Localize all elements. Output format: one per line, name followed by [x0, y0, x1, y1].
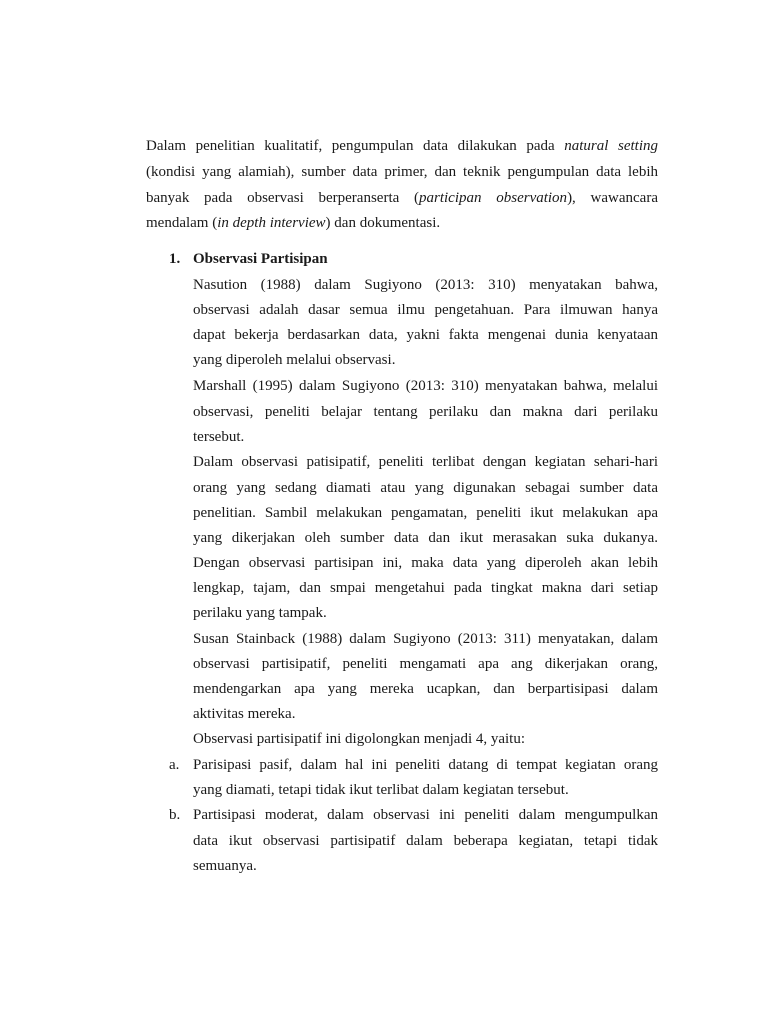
intro-line-1	[146, 137, 658, 155]
list-item-line: yang diamati, tetapi tidak ikut terlibat dalam kegiatan tersebut.	[193, 782, 569, 798]
intro-line-3	[146, 189, 658, 207]
list-item-line: data ikut observasi partisipatif dalam beberapa kegiatan, tetapi tidak	[193, 833, 658, 849]
list-marker: a.	[169, 757, 180, 773]
list-item-line: Parisipasi pasif, dalam hal ini peneliti datang di tempat kegiatan orang	[193, 757, 658, 773]
paragraph-line: perilaku yang tampak.	[193, 605, 327, 621]
paragraph-line: mendengarkan apa yang mereka ucapkan, dan berpartisipasi dalam	[193, 681, 658, 697]
paragraph-line: observasi partisipatif, peneliti mengamati apa ang dikerjakan orang,	[193, 656, 658, 672]
intro-line-2: (kondisi yang alamiah), sumber data primer, dan teknik pengumpulan data lebih	[146, 164, 658, 180]
list-item-line: semuanya.	[193, 858, 257, 874]
paragraph-line: yang diperoleh melalui observasi.	[193, 352, 396, 368]
intro-text: banyak pada observasi berperanserta (	[146, 190, 419, 206]
intro-line-4	[146, 214, 658, 232]
list-item-line: Partisipasi moderat, dalam observasi ini peneliti dalam mengumpulkan	[193, 807, 658, 823]
paragraph-line: Marshall (1995) dalam Sugiyono (2013: 310) menyatakan bahwa, melalui	[193, 378, 658, 394]
paragraph-line: observasi, peneliti belajar tentang perilaku dan makna dari perilaku	[193, 404, 658, 420]
section-number: 1.	[169, 251, 181, 267]
intro-text: mendalam (	[146, 215, 218, 231]
paragraph-line: lengkap, tajam, dan smpai mengetahui pada tingkat makna dari setiap	[193, 580, 658, 596]
intro-text: ) dan dokumentasi.	[325, 215, 441, 231]
paragraph-line: Dalam observasi patisipatif, peneliti terlibat dengan kegiatan sehari-hari	[193, 454, 658, 470]
intro-italic-term: natural setting	[564, 138, 659, 154]
intro-italic-term: in depth interview	[217, 215, 326, 231]
section-title: Observasi Partisipan	[193, 251, 328, 267]
paragraph-line: tersebut.	[193, 429, 245, 445]
paragraph-line: observasi adalah dasar semua ilmu pengetahuan. Para ilmuwan hanya	[193, 302, 658, 318]
intro-italic-term: participan observation	[419, 190, 568, 206]
list-marker: b.	[169, 807, 181, 823]
paragraph-line: orang yang sedang diamati atau yang digunakan sebagai sumber data	[193, 480, 658, 496]
paragraph-line: Observasi partisipatif ini digolongkan menjadi 4, yaitu:	[193, 731, 526, 747]
paragraph-line: yang dikerjakan oleh sumber data dan ikut merasakan suka dukanya.	[193, 530, 658, 546]
intro-text: Dalam penelitian kualitatif, pengumpulan data dilakukan pada	[146, 138, 565, 154]
paragraph-line: penelitian. Sambil melakukan pengamatan, peneliti ikut melakukan apa	[193, 505, 658, 521]
paragraph-line: Nasution (1988) dalam Sugiyono (2013: 310) menyatakan bahwa,	[193, 277, 658, 293]
intro-text: ), wawancara	[567, 190, 658, 206]
paragraph-line: aktivitas mereka.	[193, 706, 296, 722]
paragraph-line: Dengan observasi partisipan ini, maka data yang diperoleh akan lebih	[193, 555, 658, 571]
paragraph-line: Susan Stainback (1988) dalam Sugiyono (2013: 311) menyatakan, dalam	[193, 631, 658, 647]
paragraph-line: dapat bekerja berdasarkan data, yakni fakta mengenai dunia kenyataan	[193, 327, 658, 343]
